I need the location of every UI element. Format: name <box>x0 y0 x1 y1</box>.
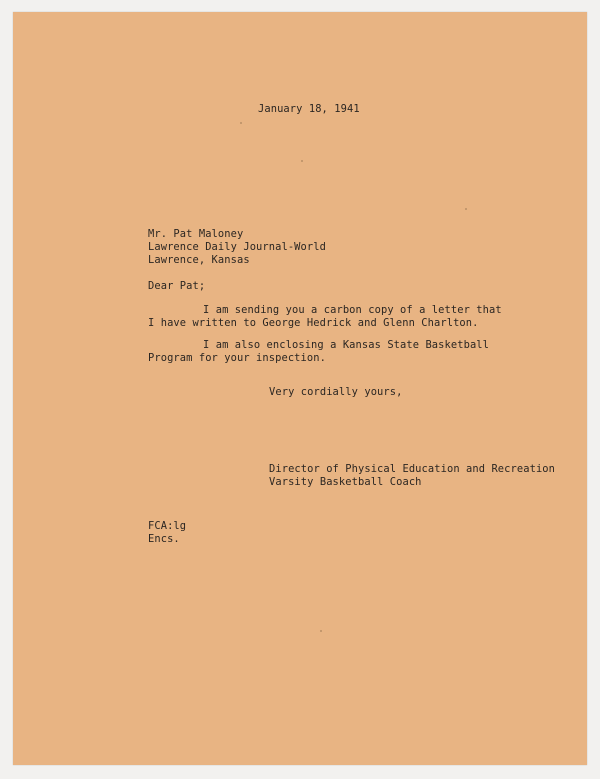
reference-initials: FCA:lg <box>148 520 187 532</box>
recipient-location: Lawrence, Kansas <box>148 254 250 266</box>
signature-title-1: Director of Physical Education and Recreation <box>269 463 556 475</box>
signature-title-2: Varsity Basketball Coach <box>269 476 422 488</box>
enclosure-note: Encs. <box>148 533 180 545</box>
paragraph-1-line-2: I have written to George Hedrick and Glenn Charlton. <box>148 317 479 329</box>
letter-page <box>13 12 587 765</box>
paper-speck <box>465 208 467 210</box>
paper-speck <box>240 122 242 124</box>
paper-speck <box>301 160 303 162</box>
letter-date: January 18, 1941 <box>258 103 360 115</box>
paper-speck <box>320 630 322 632</box>
paragraph-2-line-2: Program for your inspection. <box>148 352 326 364</box>
paragraph-2-line-1: I am also enclosing a Kansas State Basketball <box>203 339 490 351</box>
salutation: Dear Pat; <box>148 280 206 292</box>
recipient-organization: Lawrence Daily Journal-World <box>148 241 326 253</box>
closing: Very cordially yours, <box>269 386 403 398</box>
recipient-name: Mr. Pat Maloney <box>148 228 244 240</box>
paragraph-1-line-1: I am sending you a carbon copy of a letter that <box>203 304 502 316</box>
